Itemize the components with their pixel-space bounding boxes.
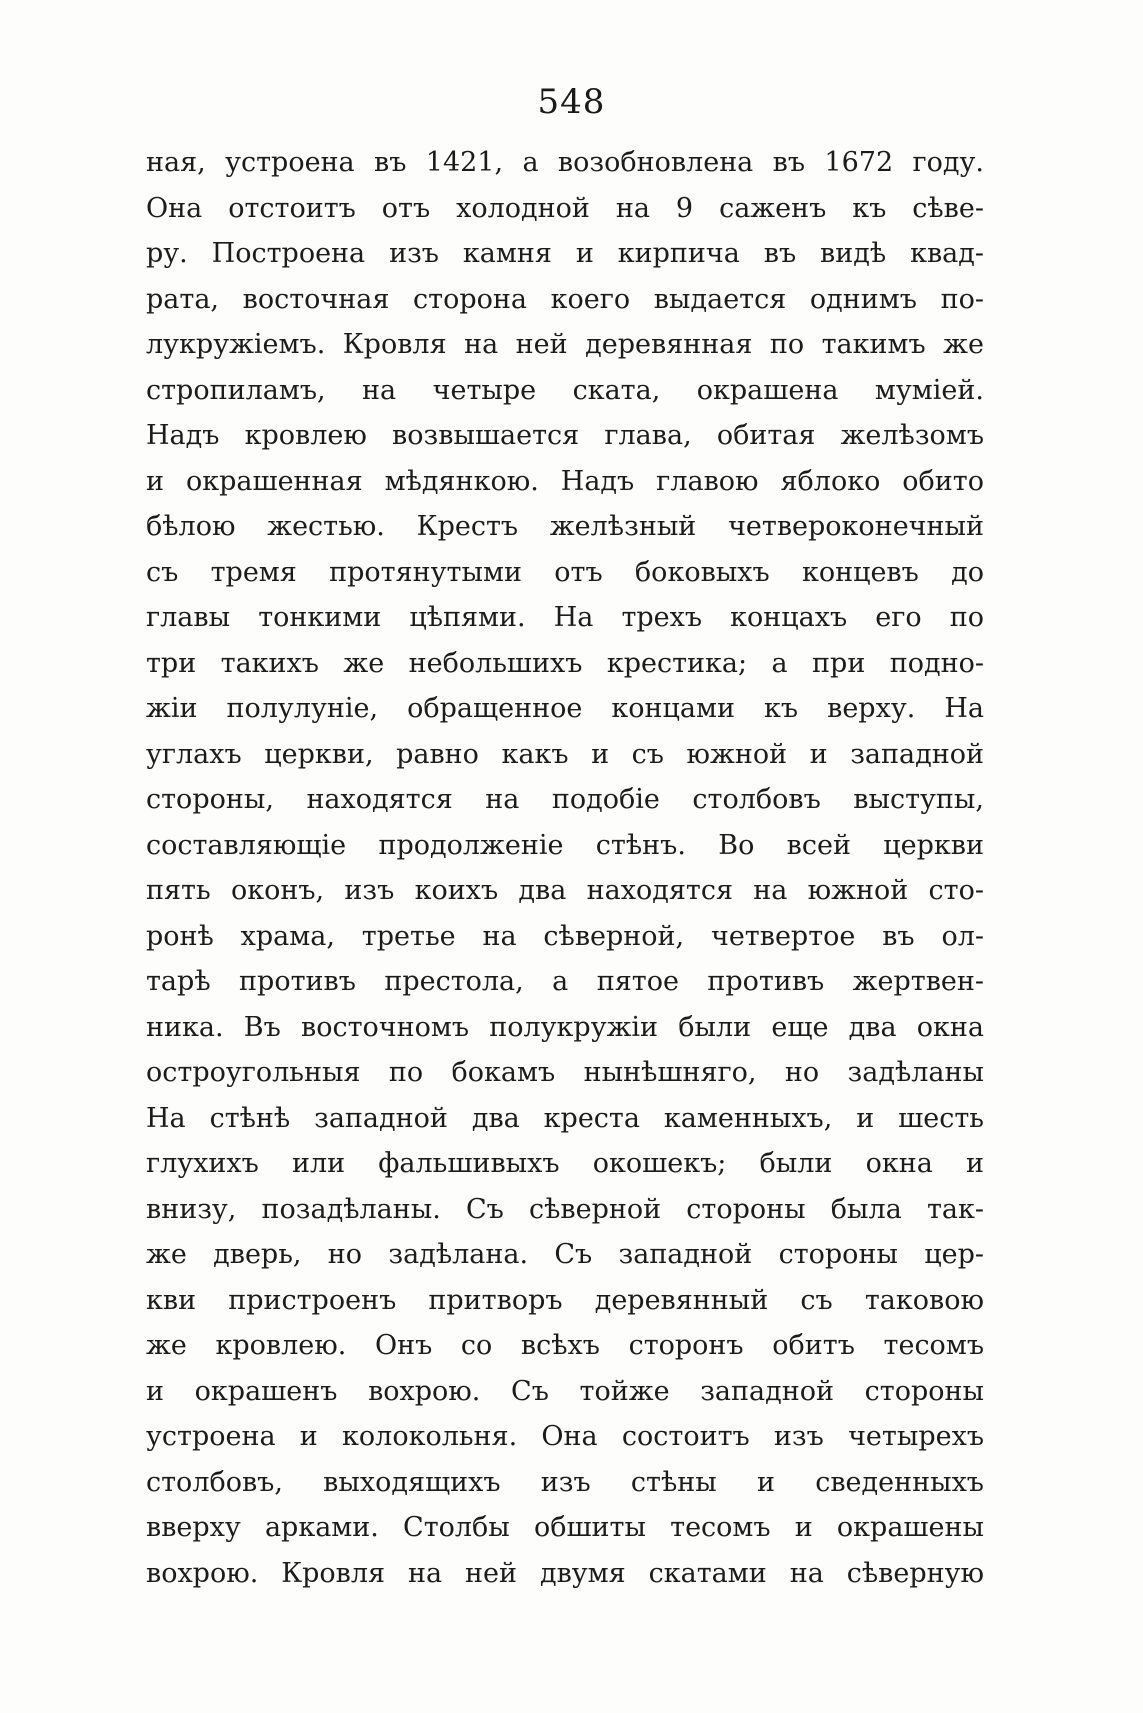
text-line: внизу, позадѣланы. Съ сѣверной стороны была так- <box>146 1193 984 1225</box>
text-line: составляющіе продолженіе стѣнъ. Во всей церкви <box>146 829 984 861</box>
text-line: остроугольныя по бокамъ нынѣшняго, но задѣланы <box>146 1057 984 1088</box>
text-line: вверху арками. Столбы обшиты тесомъ и окрашены <box>146 1512 984 1543</box>
text-line: Надъ кровлею возвышается глава, обитая желѣзомъ <box>146 420 984 451</box>
text-line: бѣлою жестью. Крестъ желѣзный четвероконечный <box>146 511 984 542</box>
text-line: ру. Построена изъ камня и кирпича въ видѣ квад- <box>146 238 984 269</box>
text-line: устроена и колокольня. Она состоитъ изъ четырехъ <box>146 1421 984 1452</box>
text-line: жіи полулуніе, обращенное концами къ верху. На <box>146 693 984 724</box>
text-line: вохрою. Кровля на ней двумя скатами на сѣверную <box>146 1557 984 1589</box>
text-line: стороны, находятся на подобіе столбовъ выступы, <box>146 784 984 815</box>
text-line: столбовъ, выходящихъ изъ стѣны и сведенныхъ <box>146 1466 984 1498</box>
text-line: три такихъ же небольшихъ крестика; а при подно- <box>146 647 984 679</box>
text-line: съ тремя протянутыми отъ боковыхъ концевъ до <box>146 556 984 588</box>
text-line: и окрашенная мѣдянкою. Надъ главою яблоко обито <box>146 465 984 497</box>
text-line: же кровлею. Онъ со всѣхъ сторонъ обитъ тесомъ <box>146 1330 984 1361</box>
text-line: стропиламъ, на четыре ската, окрашена муміей. <box>146 374 984 406</box>
page-number: 548 <box>537 82 606 122</box>
text-line: тарѣ противъ престола, а пятое противъ жертвен- <box>146 966 984 997</box>
text-line: кви пристроенъ притворъ деревянный съ таковою <box>146 1284 984 1316</box>
text-line: лукружіемъ. Кровля на ней деревянная по такимъ же <box>146 329 984 360</box>
text-line: главы тонкими цѣпями. На трехъ концахъ его по <box>146 602 984 633</box>
body-text <box>146 140 984 1596</box>
text-line: глухихъ или фальшивыхъ окошекъ; были окна и <box>146 1148 984 1179</box>
text-line: пять оконъ, изъ коихъ два находятся на южной сто- <box>146 875 984 906</box>
text-line: рата, восточная сторона коего выдается однимъ по- <box>146 283 984 315</box>
text-line: На стѣнѣ западной два креста каменныхъ, и шесть <box>146 1102 984 1134</box>
text-line: и окрашенъ вохрою. Съ тойже западной стороны <box>146 1375 984 1407</box>
text-line: ная, устроена въ 1421, а возобновлена въ 1672 году. <box>146 147 984 178</box>
text-line: ника. Въ восточномъ полукружіи были еще два окна <box>146 1011 984 1043</box>
text-line: углахъ церкви, равно какъ и съ южной и западной <box>146 738 984 770</box>
text-line: Она отстоитъ отъ холодной на 9 саженъ къ сѣве- <box>146 192 984 224</box>
text-line: же дверь, но задѣлана. Съ западной стороны цер- <box>146 1239 984 1270</box>
text-line: ронѣ храма, третье на сѣверной, четвертое въ ол- <box>146 920 984 952</box>
